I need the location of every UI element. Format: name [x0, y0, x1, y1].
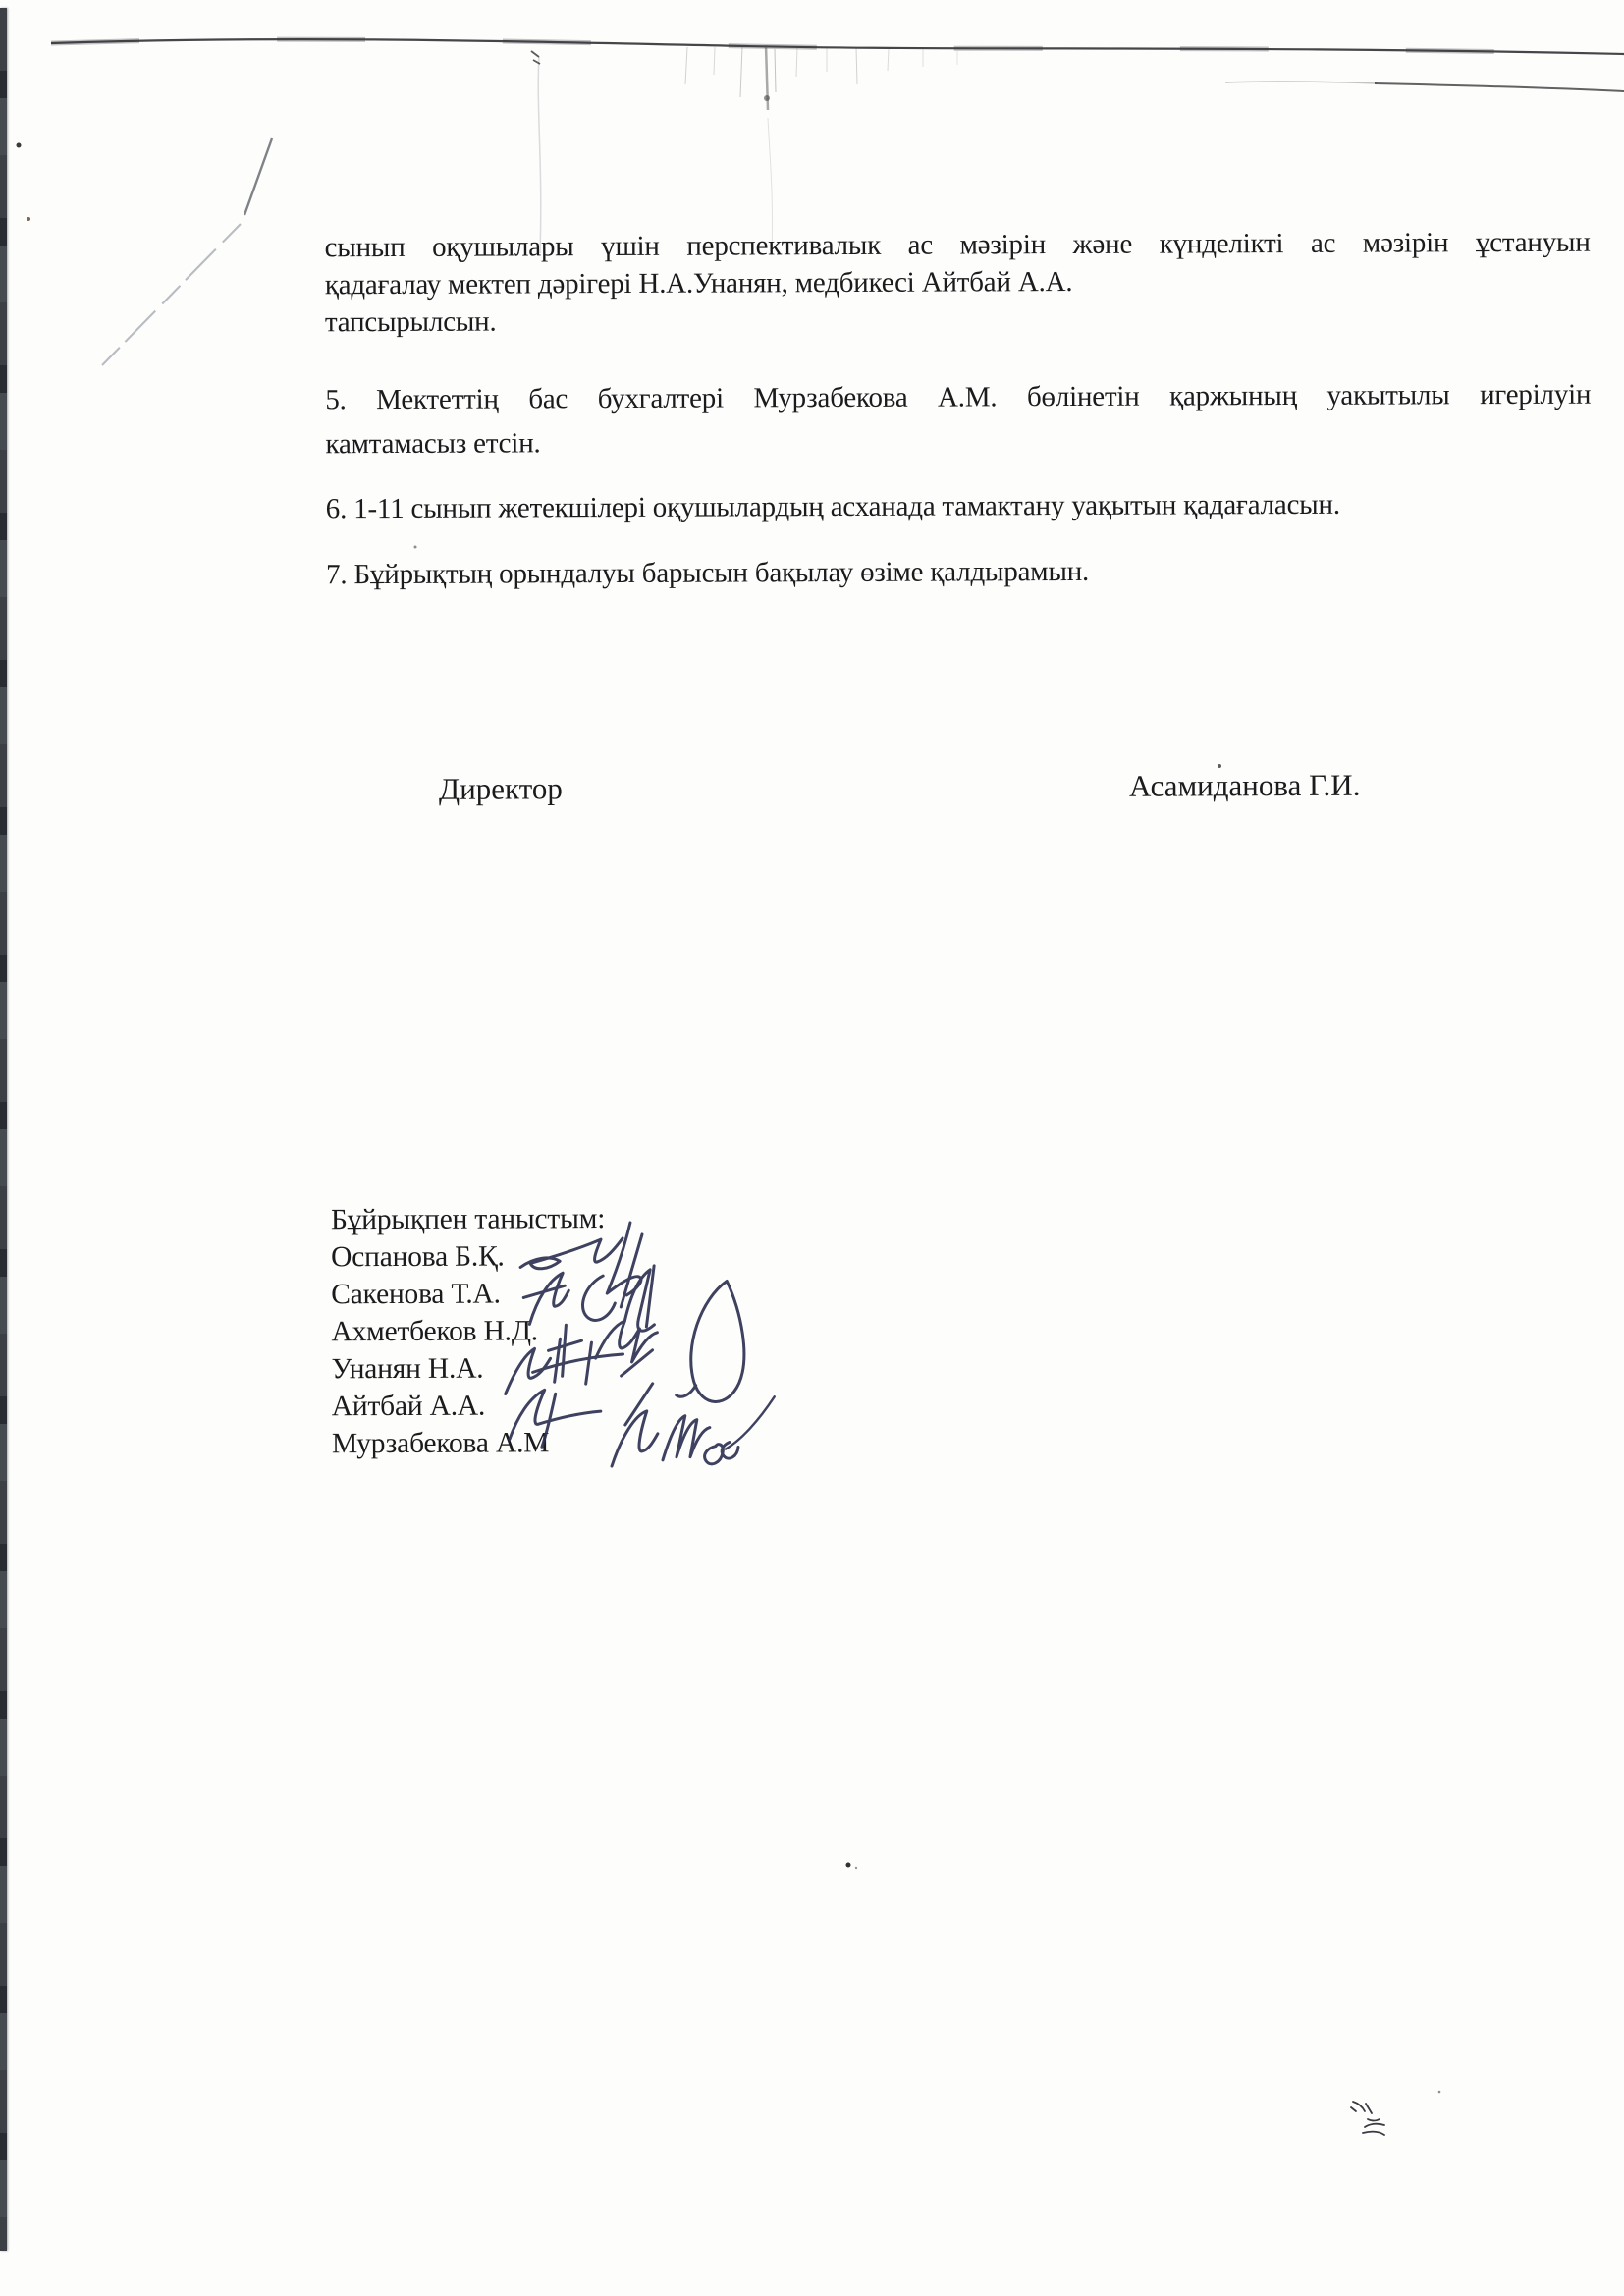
text-line: 6. 1-11 сынып жетекшілері оқушылардың асханада тамактану уақытын қадағаласын.: [325, 488, 1340, 525]
paragraph-item-5: [325, 373, 1591, 467]
acknowledgement-name: Оспанова Б.Қ.: [331, 1240, 505, 1274]
text-line: сынып оқушылары үшін перспективалык ас мәзірін және күнделікті ас мәзірін ұстануын: [324, 226, 1591, 264]
paragraph-intro: [325, 224, 1591, 342]
acknowledgement-name: Мурзабекова А.М: [331, 1427, 550, 1460]
paragraph-item-7: [326, 551, 1592, 594]
director-name: Асамиданова Г.И.: [1128, 767, 1361, 803]
text-line: қадағалау мектеп дәрігері Н.А.Унанян, медбикесі Айтбай А.А.: [324, 265, 1073, 301]
paragraph-item-6: [326, 485, 1592, 528]
acknowledgement-block: [331, 1200, 606, 1462]
acknowledgement-name: Унанян Н.А.: [331, 1352, 484, 1386]
text-line: 7. Бұйрықтың орындалуы барысын бақылау өзіме қалдырамын.: [325, 555, 1090, 591]
director-title: Директор: [438, 771, 563, 806]
signature-murzabekova: [612, 1396, 775, 1466]
acknowledgement-name: Сакенова Т.А.: [331, 1278, 501, 1311]
acknowledgement-name: Ахметбеков Н.Д.: [331, 1315, 538, 1348]
text-line: тапсырылсын.: [324, 305, 497, 339]
acknowledgement-name: Айтбай А.А.: [331, 1390, 486, 1423]
text-line: 5. Мектеттің бас бухгалтері Мурзабекова А.М. бөлінетін қаржының уакытылы игерілуін: [325, 378, 1592, 416]
acknowledgement-heading: Бұйрықпен таныстым:: [330, 1203, 606, 1236]
text-line: камтамасыз етсін.: [325, 427, 541, 461]
signature-row: [0, 767, 1624, 817]
